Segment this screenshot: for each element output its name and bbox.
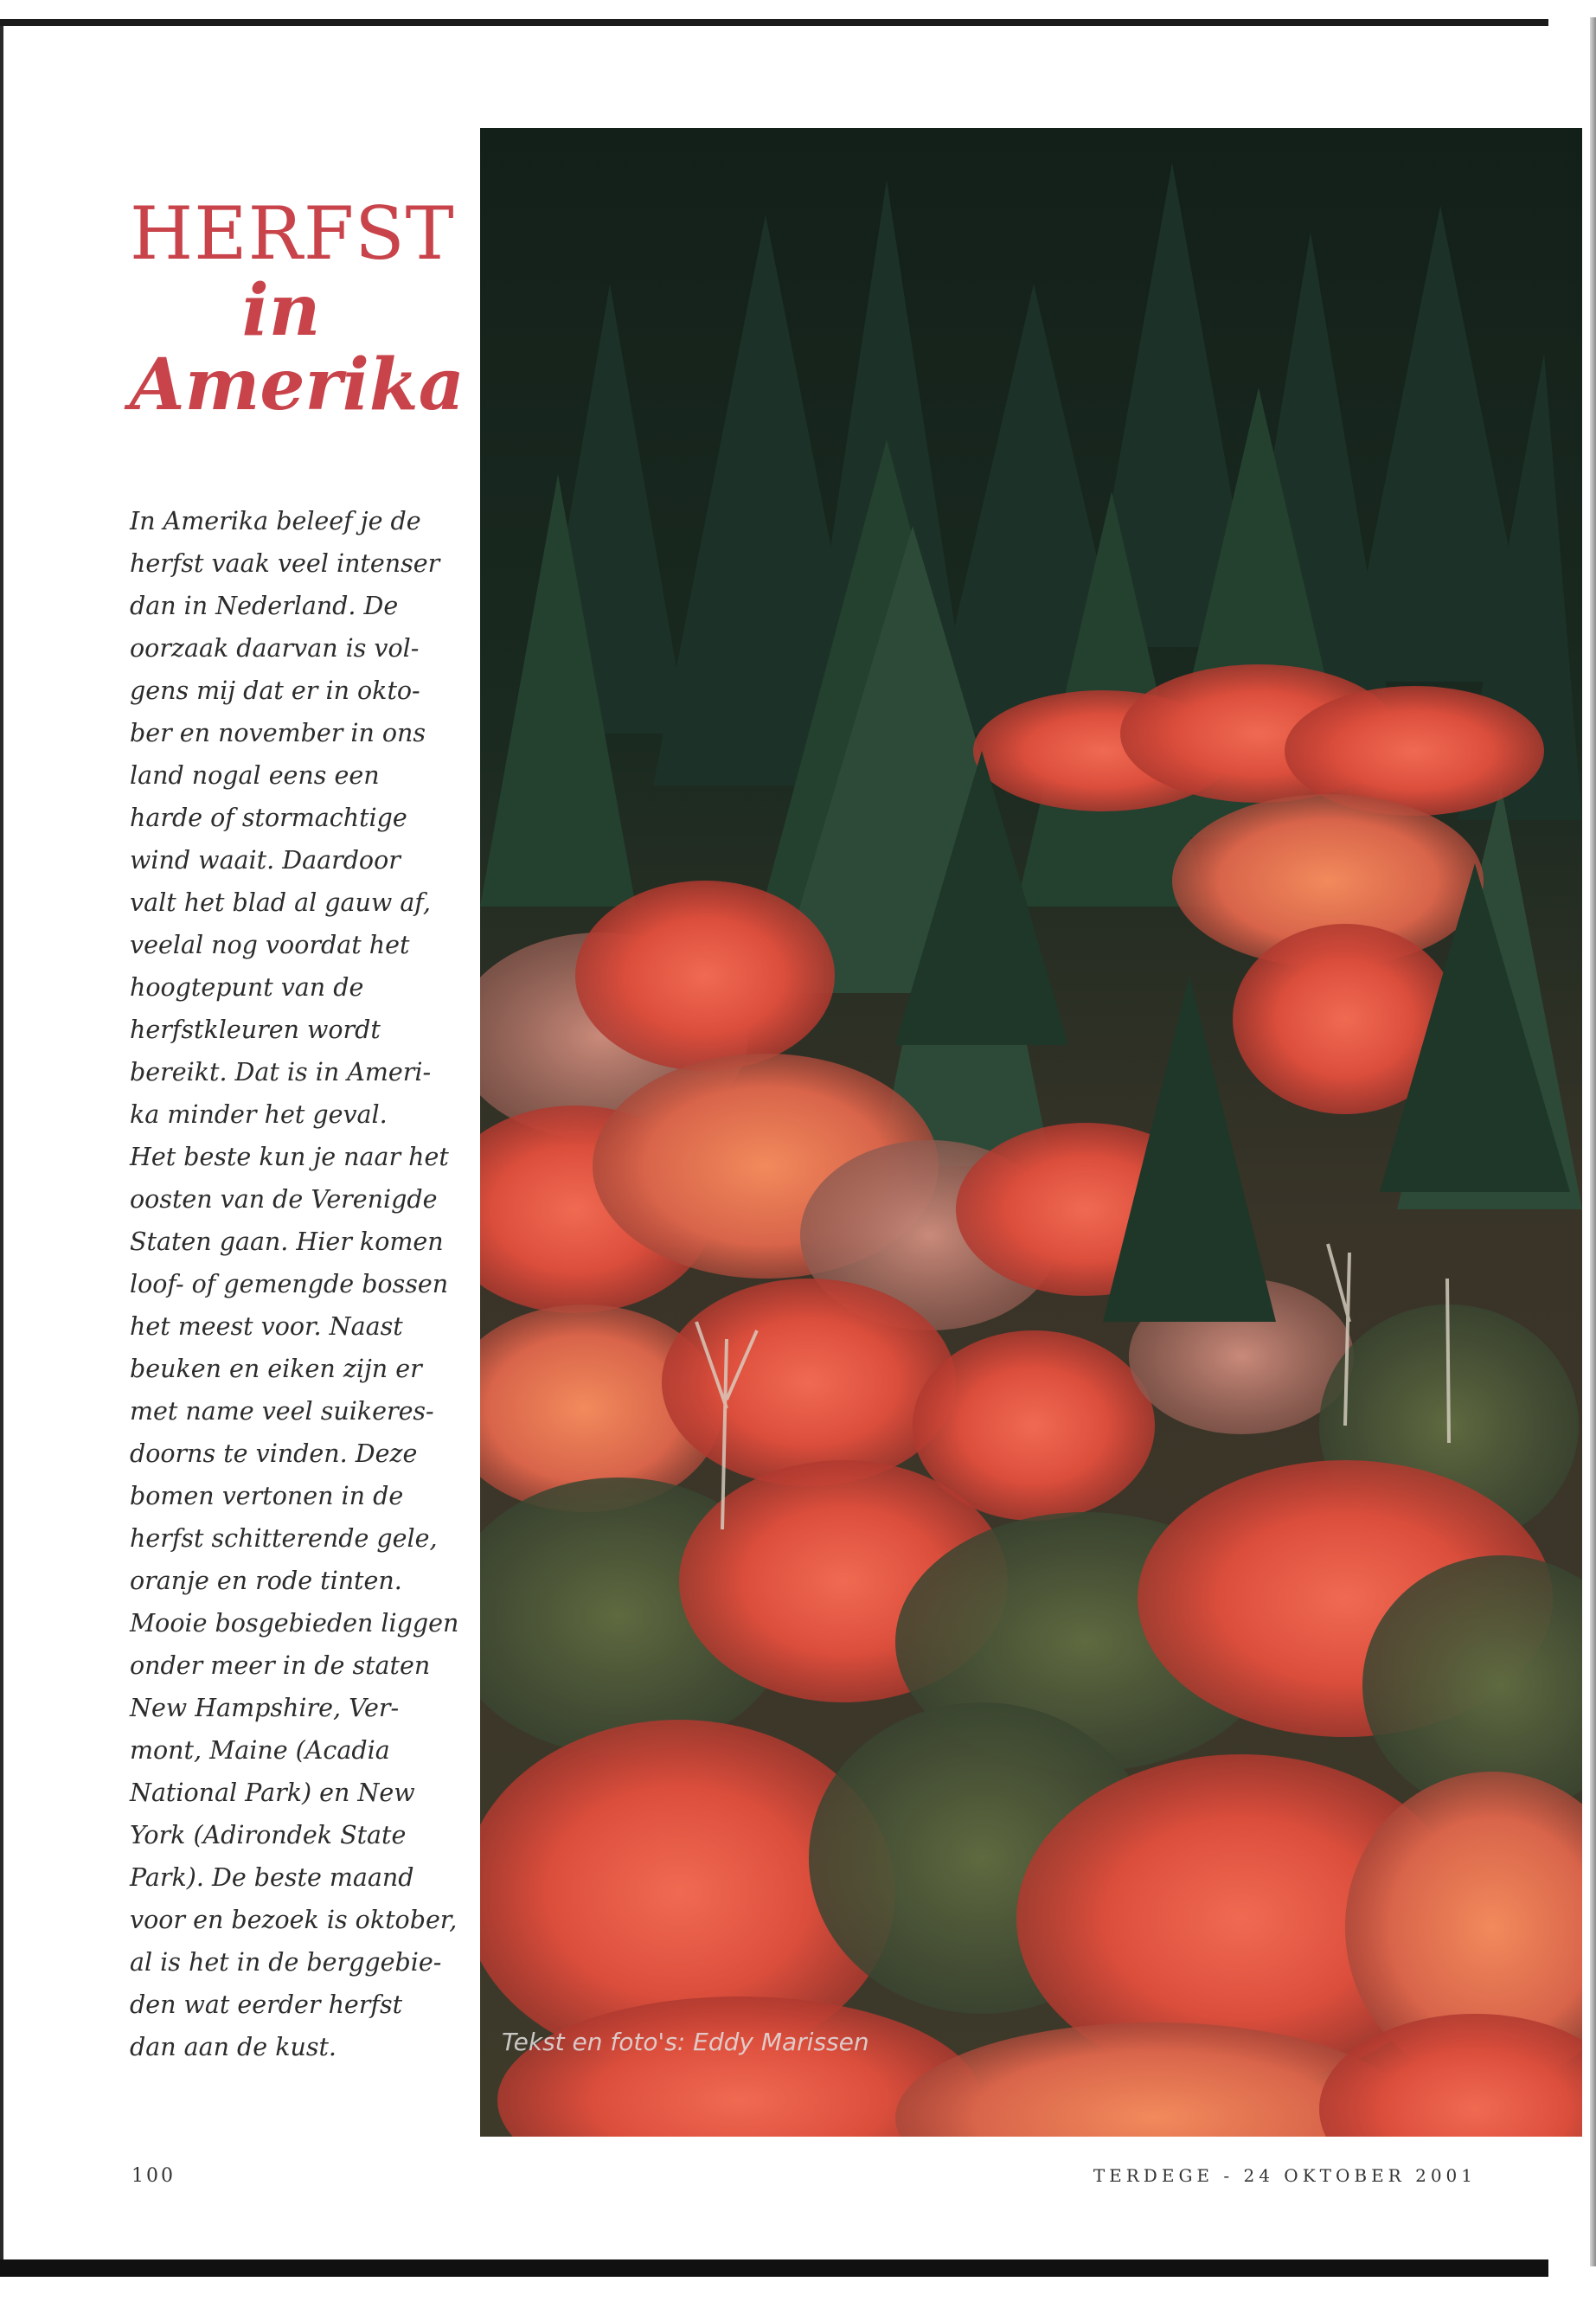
autumn-forest-illustration (480, 128, 1582, 2137)
bottom-border-rule (0, 2259, 1548, 2277)
title-line-amerika: Amerika (130, 343, 465, 426)
article-body: In Amerika beleef je de herfst vaak veel intenser dan in Nederland. De oorzaak daarvan is vol- gens mij dat er in okto- ber en november in ons land nogal eens een harde of stormachtige wind waait. Daardoor valt het blad al gauw af, veelal nog voordat het hoogtepunt van de herfstkleuren wordt bereikt. Dat is in Ameri- ka minder het geval. Het beste kun je naar het oosten van de Verenigde Staten gaan. Hier komen loof- of gemengde bossen het meest voor. Naast beuken en eiken zijn er met name veel suikeres- doorns te vinden. Deze bomen vertonen in de herfst schitterende gele, oranje en rode tinten. Mooie bosgebieden liggen onder meer in de staten New Hampshire, Ver- mont, Maine (Acadia National Park) en New York (Adirondek State Park). De beste maand voor en bezoek is oktober, al is het in de berggebie- den wat eerder herfst dan aan de kust. (130, 507, 459, 2061)
title-line-in: in (241, 269, 321, 352)
page-number: 100 (131, 2165, 176, 2187)
left-page-edge (0, 26, 3, 2266)
photo-credit: Tekst en foto's: Eddy Marissen (502, 2028, 869, 2056)
top-border-rule (0, 19, 1548, 26)
autumn-forest-photo (480, 128, 1582, 2137)
right-page-edge (1590, 17, 1596, 2266)
title-line-herfst: HERFST (130, 191, 455, 276)
article-title (130, 191, 465, 426)
publication-footer: TERDEGE - 24 OKTOBER 2001 (1093, 2165, 1477, 2186)
